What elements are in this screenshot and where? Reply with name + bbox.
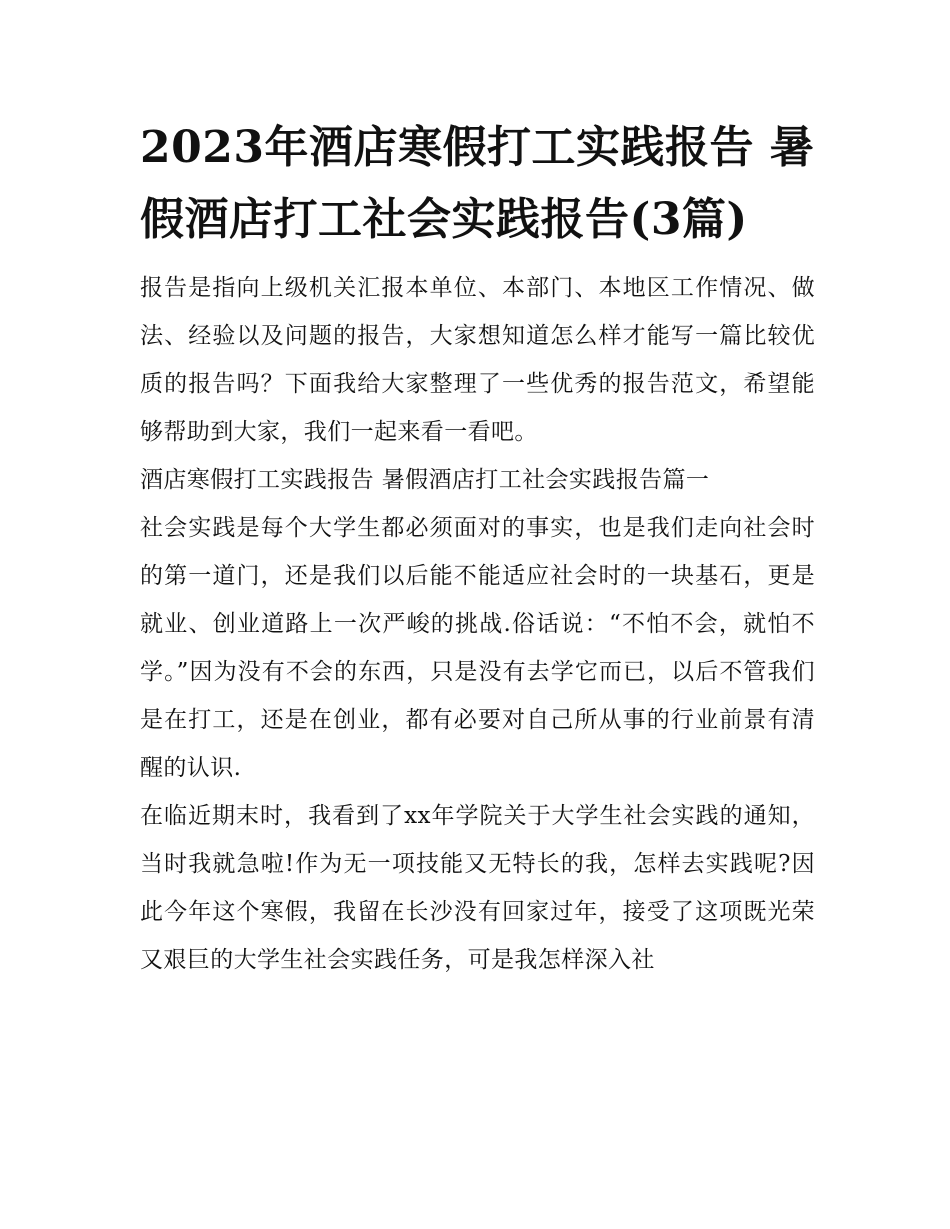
section-heading: 酒店寒假打工实践报告 暑假酒店打工社会实践报告篇一 — [140, 467, 710, 493]
intro-paragraph: 报告是指向上级机关汇报本单位、本部门、本地区工作情况、做法、经验以及问题的报告，大家想知道怎么样才能写一篇比较优质的报告吗？下面我给大家整理了一些优秀的报告范文，希望能够帮助到大家，我们一起来看一看吧。 — [140, 275, 815, 445]
document-page — [140, 112, 815, 984]
body-paragraph-1: 社会实践是每个大学生都必须面对的事实，也是我们走向社会时的第一道门，还是我们以后能不能适应社会时的一块基石，更是就业、创业道路上一次严峻的挑战.俗话说：“不怕不会，就怕不学。”因为没有不会的东西，只是没有去学它而已，以后不管我们是在打工，还是在创业，都有必要对自己所从事的行业前景有清醒的认识. — [140, 515, 815, 781]
document-title: 2023年酒店寒假打工实践报告 暑假酒店打工社会实践报告(3篇) — [140, 122, 815, 245]
body-paragraph-2: 在临近期末时，我看到了xx年学院关于大学生社会实践的通知，当时我就急啦!作为无一项技能又无特长的我，怎样去实践呢?因此今年这个寒假，我留在长沙没有回家过年，接受了这项既光荣又艰巨的大学生社会实践任务，可是我怎样深入社 — [140, 803, 815, 973]
